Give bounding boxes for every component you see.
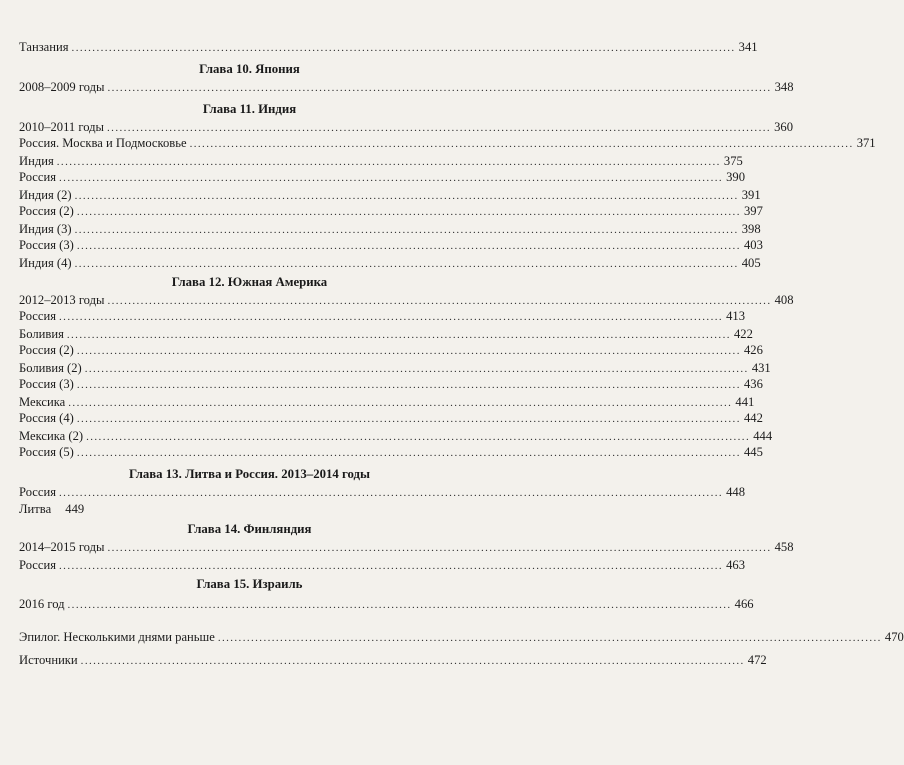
dot-leader: ................................................................................................................................................................ — [74, 224, 739, 236]
toc-entry-title: Россия (3) — [19, 238, 74, 252]
toc-entry-page-number: 448 — [726, 485, 746, 499]
toc-entry-title: Россия. Москва и Подмосковье — [19, 136, 187, 150]
toc-entry-title: Источники — [19, 653, 78, 667]
toc-entry-page-number: 445 — [743, 445, 763, 459]
toc-entry-title: Россия (3) — [19, 377, 74, 391]
dot-leader: ................................................................................................................................................................ — [59, 487, 724, 499]
toc-entry — [19, 556, 746, 574]
toc-entry-title: Литва — [19, 502, 52, 516]
toc-entry-page-number: 463 — [726, 558, 746, 572]
toc-entry-page-number: 348 — [774, 80, 794, 94]
dot-leader: ................................................................................................................................................................ — [76, 345, 741, 357]
toc-entry-page-number: 426 — [743, 343, 763, 357]
dot-leader: ................................................................................................................................................................ — [66, 329, 731, 341]
dot-leader: ................................................................................................................................................................ — [76, 206, 741, 218]
toc-entry-page-number: 472 — [747, 653, 767, 667]
toc-entry — [19, 254, 761, 272]
dot-leader: ................................................................................................................................................................ — [67, 599, 732, 611]
toc-entry — [19, 202, 763, 220]
toc-entry-page-number: 403 — [743, 238, 763, 252]
toc-entry — [19, 375, 763, 393]
toc-entry — [19, 134, 876, 152]
chapter-heading: Глава 13. Литва и Россия. 2013–2014 годы — [129, 467, 370, 481]
toc-entry-title: Индия (2) — [19, 188, 72, 202]
toc-entry — [19, 595, 754, 613]
dot-leader: ................................................................................................................................................................ — [107, 82, 772, 94]
toc-entry-title: Индия (4) — [19, 256, 72, 270]
toc-entry-page-number: 391 — [741, 188, 761, 202]
toc-entry — [19, 78, 794, 96]
dot-leader: ................................................................................................................................................................ — [71, 42, 736, 54]
toc-entry-title: 2008–2009 годы — [19, 80, 105, 94]
dot-leader: ................................................................................................................................................................ — [74, 258, 739, 270]
toc-entry-page-number: 470 — [884, 630, 904, 644]
toc-entry-page-number: 398 — [741, 222, 761, 236]
dot-leader: ................................................................................................................................................................ — [86, 431, 751, 443]
toc-entry — [19, 341, 763, 359]
toc-entry-title: Боливия — [19, 327, 64, 341]
toc-entry-title: 2012–2013 годы — [19, 293, 105, 307]
dot-leader: ................................................................................................................................................................ — [80, 655, 745, 667]
toc-entry-title: 2016 год — [19, 597, 65, 611]
toc-entry-page-number: 371 — [856, 136, 876, 150]
toc-entry — [19, 168, 746, 186]
toc-entry-title: Россия (5) — [19, 445, 74, 459]
chapter-heading: Глава 11. Индия — [202, 102, 297, 116]
dot-leader: ................................................................................................................................................................ — [84, 363, 749, 375]
toc-entry-page-number: 466 — [734, 597, 754, 611]
toc-entry-title: Индия — [19, 154, 54, 168]
toc-entry-title: Россия — [19, 170, 57, 184]
toc-entry-title: Россия (2) — [19, 343, 74, 357]
chapter-heading: Глава 14. Финляндия — [187, 522, 312, 536]
toc-entry — [19, 628, 904, 646]
dot-leader: ................................................................................................................................................................ — [68, 397, 733, 409]
dot-leader: ................................................................................................................................................................ — [76, 447, 741, 459]
toc-entry-title: Танзания — [19, 40, 69, 54]
chapter-heading: Глава 12. Южная Америка — [171, 275, 328, 289]
dot-leader: ................................................................................................................................................................ — [107, 295, 772, 307]
toc-entry-page-number: 449 — [65, 502, 85, 516]
dot-leader: ................................................................................................................................................................ — [107, 542, 772, 554]
toc-entry-title: Индия (3) — [19, 222, 72, 236]
toc-entry-page-number: 390 — [726, 170, 746, 184]
toc-entry-page-number: 431 — [751, 361, 771, 375]
toc-entry — [19, 651, 767, 669]
toc-entry — [19, 483, 746, 501]
dot-leader: ................................................................................................................................................................ — [56, 156, 721, 168]
toc-entry-page-number: 442 — [743, 411, 763, 425]
toc-entry-title: Мексика — [19, 395, 66, 409]
toc-entry-title: Россия (2) — [19, 204, 74, 218]
toc-entry-page-number: 397 — [743, 204, 763, 218]
dot-leader: ................................................................................................................................................................ — [217, 632, 882, 644]
toc-entry-page-number: 422 — [733, 327, 753, 341]
toc-entry-page-number: 444 — [753, 429, 773, 443]
dot-leader: ................................................................................................................................................................ — [59, 311, 724, 323]
dot-leader: ................................................................................................................................................................ — [107, 122, 772, 134]
toc-entry-title: 2014–2015 годы — [19, 540, 105, 554]
toc-entry-page-number: 341 — [738, 40, 758, 54]
toc-entry-page-number: 360 — [774, 120, 794, 134]
toc-entry — [19, 443, 763, 461]
toc-entry — [19, 38, 758, 56]
toc-entry — [19, 500, 443, 518]
toc-entry-title: Россия — [19, 558, 57, 572]
dot-leader: ................................................................................................................................................................ — [76, 240, 741, 252]
toc-entry-page-number: 375 — [723, 154, 743, 168]
toc-entry — [19, 307, 746, 325]
dot-leader: ................................................................................................................................................................ — [76, 379, 741, 391]
dot-leader: ................................................................................................................................................................ — [74, 190, 739, 202]
toc-entry-title: Россия — [19, 485, 57, 499]
chapter-heading: Глава 15. Израиль — [196, 577, 303, 591]
dot-leader: ................................................................................................................................................................ — [59, 172, 724, 184]
toc-entry-page-number: 436 — [743, 377, 763, 391]
dot-leader: ................................................................................................................................................................ — [76, 413, 741, 425]
toc-entry — [19, 236, 763, 254]
toc-entry-title: 2010–2011 годы — [19, 120, 105, 134]
toc-entry-title: Боливия (2) — [19, 361, 82, 375]
chapter-heading: Глава 10. Япония — [199, 62, 300, 76]
toc-entry — [19, 409, 763, 427]
toc-entry-page-number: 405 — [741, 256, 761, 270]
toc-entry-title: Россия — [19, 309, 57, 323]
toc-entry-page-number: 441 — [735, 395, 755, 409]
dot-leader: ................................................................................................................................................................ — [189, 138, 854, 150]
toc-entry-title: Россия (4) — [19, 411, 74, 425]
toc-entry-page-number: 413 — [726, 309, 746, 323]
toc-entry — [19, 538, 794, 556]
dot-leader: ................................................................................................................................................................ — [59, 560, 724, 572]
toc-entry-title: Эпилог. Несколькими днями раньше — [19, 630, 215, 644]
toc-entry-page-number: 408 — [774, 293, 794, 307]
toc-entry-title: Мексика (2) — [19, 429, 84, 443]
toc-entry-page-number: 458 — [774, 540, 794, 554]
